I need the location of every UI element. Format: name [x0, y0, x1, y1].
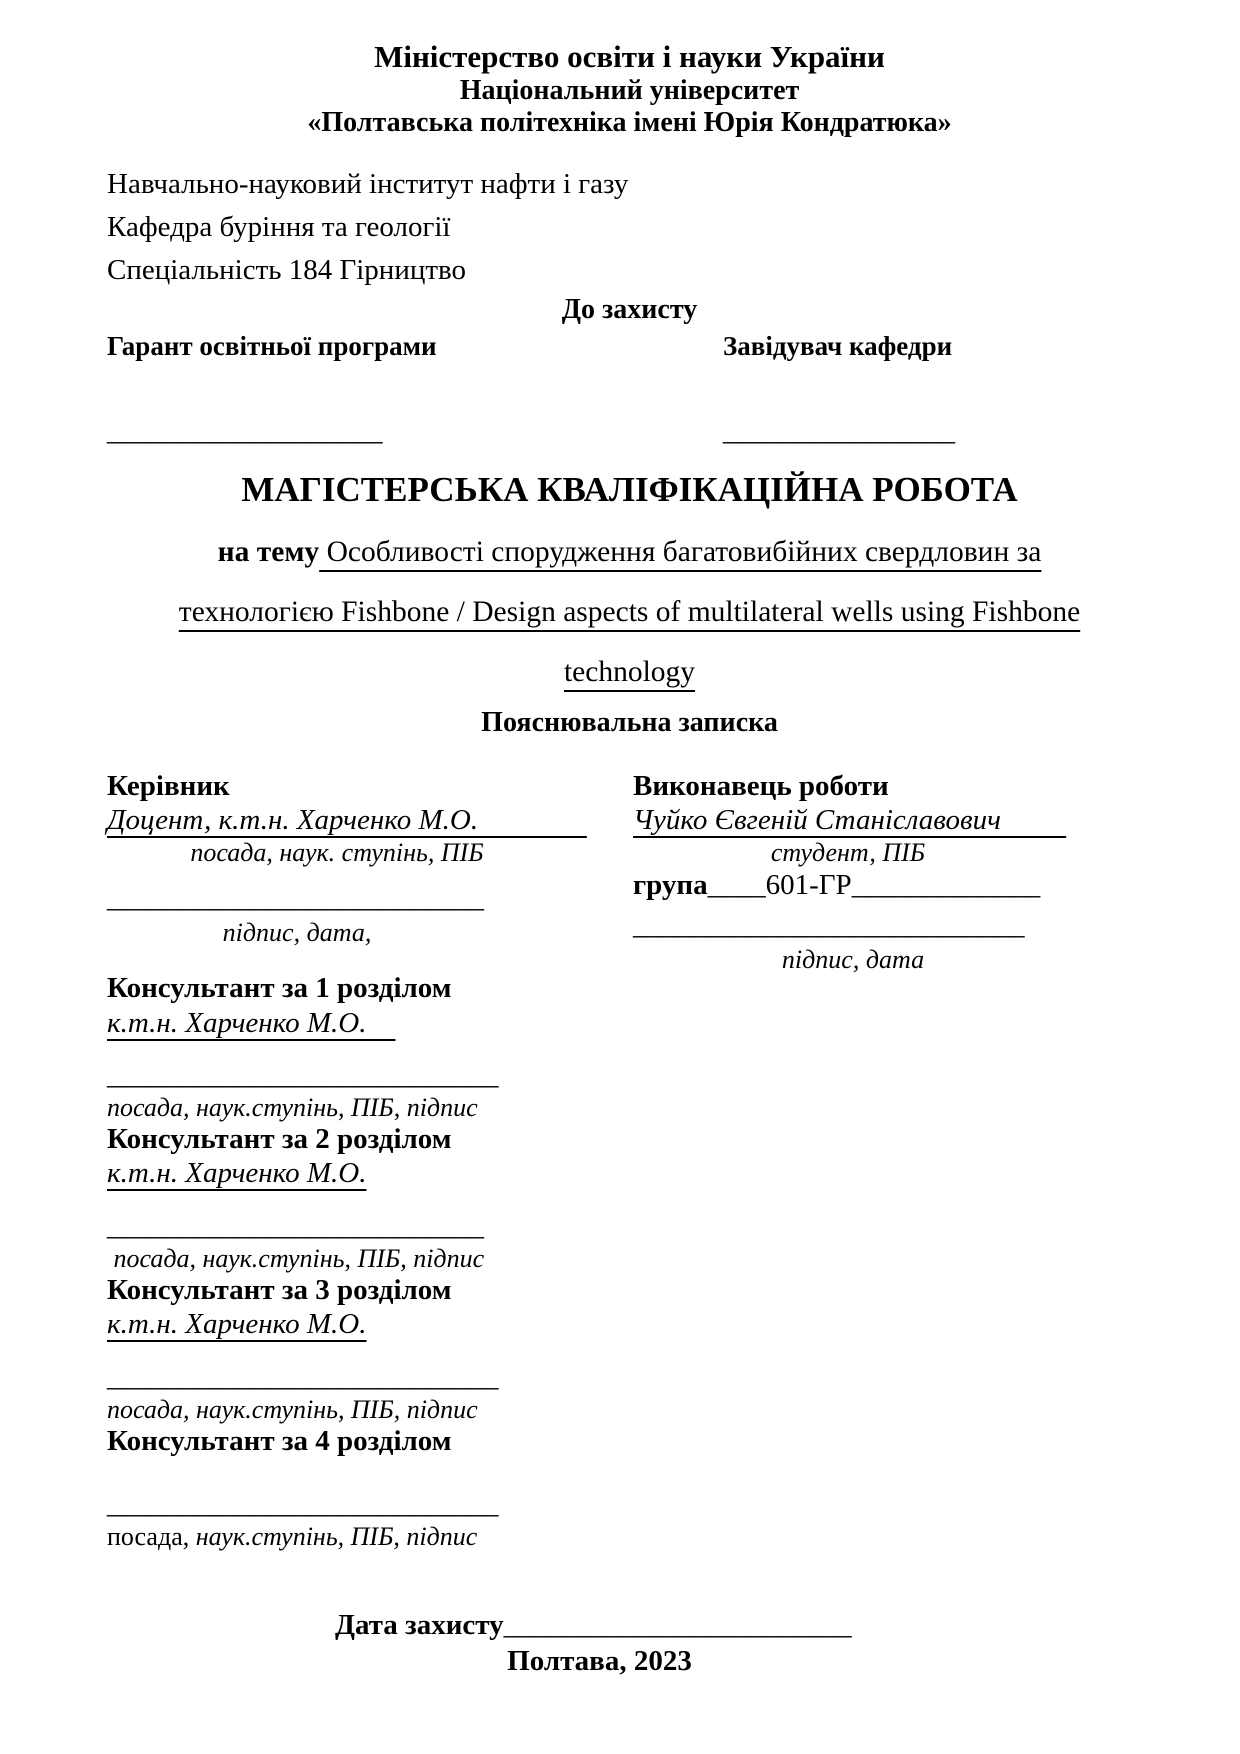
head-signature-line: ________________ — [723, 415, 955, 448]
executor-signature-caption: підпис, дата — [781, 944, 925, 974]
consultant-3-section — [107, 1274, 633, 1425]
approval-signature-lines-row — [107, 416, 1152, 448]
consultant-4-caption-italic: наук.ступінь, ПІБ, підпис — [189, 1521, 478, 1551]
consultant-4-caption — [107, 1522, 633, 1552]
executor-name-line — [633, 803, 1152, 838]
executor-heading: Виконавець роботи — [633, 769, 889, 802]
signature-columns — [107, 770, 1152, 1552]
theme-text-part-2: технологією Fishbone / Design aspects of multilateral wells using Fishbone — [178, 596, 1081, 629]
thesis-theme-block — [107, 522, 1152, 702]
right-column — [633, 770, 1152, 975]
consultant-1-name-line — [107, 1006, 633, 1041]
supervisor-name-caption: посада, наук. ступінь, ПІБ — [190, 838, 484, 868]
approval-labels-row — [107, 330, 1152, 362]
consultant-4-signature-line: ___________________________ — [107, 1488, 499, 1521]
institute-block — [107, 163, 1152, 292]
executor-section — [633, 770, 1152, 975]
group-line — [633, 868, 1152, 903]
thesis-title: МАГІСТЕРСЬКА КВАЛІФІКАЦІЙНА РОБОТА — [241, 470, 1018, 510]
supervisor-signature-line: __________________________ — [107, 882, 484, 915]
supervisor-name-line — [107, 803, 633, 838]
defense-date-label: Дата захисту — [335, 1609, 504, 1641]
consultant-1-name: к.т.н. Харченко М.О. — [107, 1006, 367, 1039]
consultant-1-heading: Консультант за 1 розділом — [107, 972, 452, 1005]
institute-line: Навчально-науковий інститут нафти і газу — [107, 168, 629, 201]
theme-text-line-1 — [107, 522, 1152, 582]
executor-name: Чуйко Євгеній Станіславович — [633, 804, 1001, 837]
consultant-1-signature-line: ___________________________ — [107, 1059, 499, 1092]
theme-text-line-3 — [107, 642, 1152, 702]
supervisor-name: Доцент, к.т.н. Харченко М.О. — [107, 804, 479, 837]
consultant-1-caption: посада, наук.ступінь, ПІБ, підпис — [107, 1092, 478, 1122]
supervisor-name-line-tail — [478, 804, 587, 836]
consultant-2-name-line — [107, 1156, 633, 1191]
to-defense-label: До захисту — [561, 293, 698, 325]
department-line: Кафедра буріння та геології — [107, 211, 451, 243]
theme-text-line-2 — [107, 582, 1152, 642]
group-label: група — [633, 869, 708, 902]
consultant-3-name: к.т.н. Харченко М.О. — [107, 1308, 367, 1341]
executor-name-caption: студент, ПІБ — [770, 838, 926, 868]
consultant-4-heading: Консультант за 4 розділом — [107, 1424, 452, 1457]
guarantor-signature-line: ___________________ — [107, 415, 383, 448]
ministry-line: Міністерство освіти і науки України — [374, 39, 885, 74]
consultant-2-name: к.т.н. Харченко М.О. — [107, 1157, 367, 1190]
theme-text-part-1: Особливості спорудження багатовибійних свердловин за — [319, 536, 1042, 569]
group-value: 601-ГР — [765, 869, 852, 902]
defense-date-row — [107, 1608, 1152, 1643]
footer-block — [107, 1608, 1152, 1679]
guarantor-label: Гарант освітньої програми — [107, 330, 437, 361]
consultant-2-signature-line: __________________________ — [107, 1210, 484, 1243]
group-line-tail: _____________ — [851, 869, 1041, 902]
consultant-2-caption: посада, наук.ступінь, ПІБ, підпис — [107, 1243, 485, 1273]
consultant-2-heading: Консультант за 2 розділом — [107, 1123, 452, 1156]
group-line-prefix: ____ — [707, 869, 766, 902]
executor-signature-line: ___________________________ — [633, 909, 1025, 942]
consultant-3-caption: посада, наук.ступінь, ПІБ, підпис — [107, 1394, 478, 1424]
document-header — [107, 40, 1152, 139]
theme-label: на тему — [217, 536, 320, 569]
consultant-2-section — [107, 1123, 633, 1274]
defense-date-line: ________________________ — [503, 1609, 852, 1641]
theme-text-part-3: technology — [563, 656, 696, 689]
consultant-1-section — [107, 972, 633, 1123]
consultant-3-heading: Консультант за 3 розділом — [107, 1274, 452, 1307]
city-year-line: Полтава, 2023 — [507, 1644, 692, 1677]
left-column — [107, 770, 633, 1552]
supervisor-signature-caption: підпис, дата, — [222, 917, 372, 947]
executor-name-tail — [1001, 804, 1066, 836]
consultant-4-caption-roman: посада, — [107, 1521, 190, 1551]
specialty-line: Спеціальність 184 Гірництво — [107, 253, 467, 286]
explanatory-note-subtitle: Пояснювальна записка — [481, 707, 778, 739]
head-of-department-label: Завідувач кафедри — [723, 330, 953, 361]
consultant-3-name-line — [107, 1307, 633, 1342]
consultant-4-section — [107, 1425, 633, 1552]
consultant-1-name-tail — [367, 1007, 396, 1039]
consultant-3-signature-line: ___________________________ — [107, 1361, 499, 1394]
supervisor-heading: Керівник — [107, 769, 230, 802]
supervisor-section — [107, 770, 633, 948]
university-line: Національний університет — [459, 74, 800, 106]
university-name-line: «Полтавська політехніка імені Юрія Кондратюка» — [307, 106, 952, 138]
